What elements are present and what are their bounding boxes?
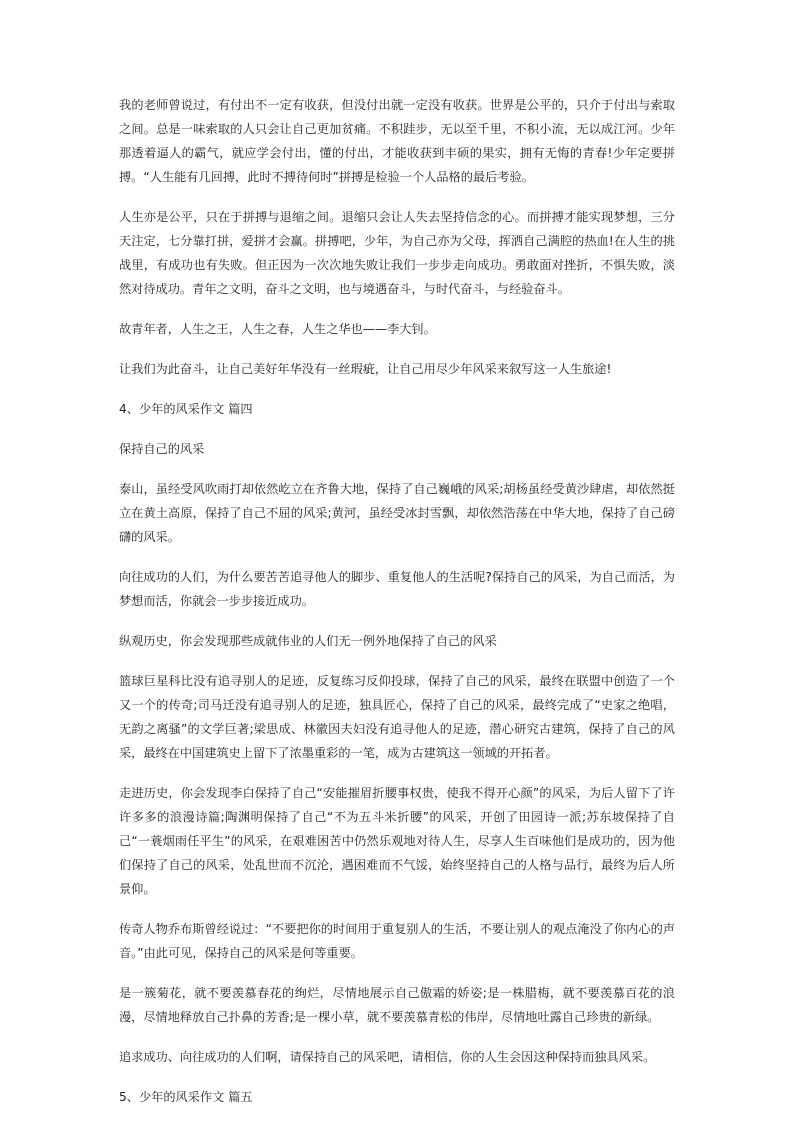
- paragraph-history-review: 纵观历史，你会发现那些成就伟业的人们无一例外地保持了自己的风采: [119, 634, 497, 648]
- paragraph-teacher-saying: 我的老师曾说过，有付出不一定有收获，但没付出就一定没有收获。世界是公平的，只介于付出与索取之间。总是一味索取的人只会让自己更加贫痛。不积跬步，无以至千里，不积小流，无以成江河。少年那透着逼人的霸气，就应学会付出，懂的付出，才能收获到丰硕的果实，拥有无悔的青春!少年定要拼搏。“人生能有几回搏，此时不搏待何时”拼搏是检验一个人品格的最后考验。: [119, 98, 675, 184]
- paragraph-kobe-simaqian: 篮球巨星科比没有追寻别人的足迹，反复练习反仰投球，保持了自己的风采，最终在联盟中创造了一个又一个的传奇;司马迁没有追寻别人的足迹，独具匠心，保持了自己的风采，最终完成了“史家之绝唱，无韵之离骚”的文学巨著;梁思成、林徽因夫妇没有追寻他人的足迹，潜心研究古建筑，保持了自己的风采，最终在中国建筑史上留下了浓墨重彩的一笔，成为古建筑这一领域的开拓者。: [119, 674, 675, 760]
- paragraph-pursue-success: 向往成功的人们，为什么要苦苦追寻他人的脚步、重复他人的生活呢?保持自己的风采，为自己而活，为梦想而活，你就会一步步接近成功。: [119, 570, 675, 608]
- paragraph-taishan-huyang: 泰山，虽经受风吹雨打却依然屹立在齐鲁大地，保持了自己巍峨的风采;胡杨虽经受黄沙肆虐，却依然挺立在黄土高原，保持了自己不屈的风采;黄河，虽经受冰封雪飘，却依然浩荡在中华大地，保持了自己磅礴的风采。: [119, 482, 675, 544]
- paragraph-life-fairness: 人生亦是公平，只在于拼搏与退缩之间。退缩只会让人失去坚持信念的心。而拼搏才能实现梦想，三分天注定，七分靠打拼，爱拼才会赢。拼搏吧，少年，为自己亦为父母，挥洒自己满腔的热血!在人生的挑战里，有成功也有失败。但正因为一次次地失败让我们一步步走向成功。勇敢面对挫折，不惧失败，淡然对待成功。青年之文明，奋斗之文明，也与境遇奋斗，与时代奋斗，与经验奋斗。: [119, 210, 675, 296]
- paragraph-libai-taoyuanming: 走进历史，你会发现李白保持了自己“安能摧眉折腰事权贵，使我不得开心颜”的风采，为后人留下了许许多多的浪漫诗篇;陶渊明保持了自己“不为五斗米折腰”的风采，开创了田园诗一派;苏东坡保持了自己“一蓑烟雨任平生”的风采，在艰难困苦中仍然乐观地对待人生，尽享人生百味他们是成功的，因为他们保持了自己的风采，处乱世而不沉沦，遇困难而不气馁，始终坚持自己的人格与品行，最终为后人所景仰。: [119, 786, 675, 896]
- section-heading-essay-five: 5、少年的风采作文 篇五: [119, 1090, 253, 1104]
- section-heading-essay-four: 4、少年的风采作文 篇四: [119, 402, 253, 416]
- document-page: [119, 93, 675, 1125]
- paragraph-chrysanthemum: 是一簇菊花，就不要羡慕春花的绚烂，尽情地展示自己傲霜的娇姿;是一株腊梅，就不要羡慕百花的浪漫，尽情地释放自己扑鼻的芳香;是一棵小草，就不要羡慕青松的伟岸，尽情地吐露自己珍贵的新绿。: [119, 986, 675, 1024]
- paragraph-keep-style: 追求成功、向往成功的人们啊，请保持自己的风采吧，请相信，你的人生会因这种保持而独具风采。: [119, 1050, 656, 1064]
- paragraph-jobs-quote: 传奇人物乔布斯曾经说过：“不要把你的时间用于重复别人的生活，不要让别人的观点淹没了你内心的声音。”由此可见，保持自己的风采是何等重要。: [119, 922, 675, 960]
- essay-title: 保持自己的风采: [119, 442, 205, 456]
- paragraph-strive-call: 让我们为此奋斗，让自己美好年华没有一丝瑕疵，让自己用尽少年风采来叙写这一人生旅途!: [119, 362, 612, 376]
- paragraph-li-dazhao-quote: 故青年者，人生之王，人生之春，人生之华也——李大钊。: [119, 322, 436, 336]
